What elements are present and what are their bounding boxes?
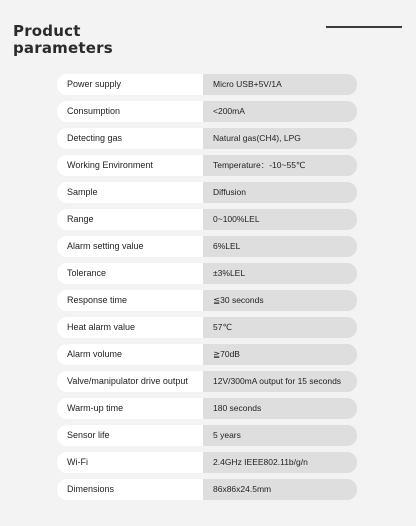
spec-row-consumption bbox=[57, 101, 357, 122]
spec-label: Dimensions bbox=[57, 479, 203, 500]
spec-row-alarm-setting-value bbox=[57, 236, 357, 257]
spec-label: Range bbox=[57, 209, 203, 230]
spec-table bbox=[57, 74, 357, 506]
spec-row-working-environment bbox=[57, 155, 357, 176]
spec-row-detecting-gas bbox=[57, 128, 357, 149]
header-divider bbox=[326, 26, 402, 28]
spec-label: Tolerance bbox=[57, 263, 203, 284]
spec-row-warm-up-time bbox=[57, 398, 357, 419]
spec-value: ≧70dB bbox=[203, 344, 357, 365]
spec-value: Micro USB+5V/1A bbox=[203, 74, 357, 95]
spec-value: 0~100%LEL bbox=[203, 209, 357, 230]
spec-value: 6%LEL bbox=[203, 236, 357, 257]
spec-value: ±3%LEL bbox=[203, 263, 357, 284]
spec-row-sensor-life bbox=[57, 425, 357, 446]
spec-row-range bbox=[57, 209, 357, 230]
spec-value: 57℃ bbox=[203, 317, 357, 338]
spec-row-power-supply bbox=[57, 74, 357, 95]
page-title bbox=[13, 23, 213, 57]
spec-value: ≦30 seconds bbox=[203, 290, 357, 311]
page-title-line-2: parameters bbox=[13, 39, 113, 57]
spec-label: Detecting gas bbox=[57, 128, 203, 149]
spec-label: Sensor life bbox=[57, 425, 203, 446]
spec-value: <200mA bbox=[203, 101, 357, 122]
spec-row-tolerance bbox=[57, 263, 357, 284]
spec-value: 12V/300mA output for 15 seconds bbox=[203, 371, 357, 392]
spec-label: Alarm volume bbox=[57, 344, 203, 365]
page-title-line-1: Product bbox=[13, 22, 81, 40]
spec-label: Consumption bbox=[57, 101, 203, 122]
spec-row-response-time bbox=[57, 290, 357, 311]
spec-row-heat-alarm-value bbox=[57, 317, 357, 338]
spec-value: 180 seconds bbox=[203, 398, 357, 419]
spec-label: Wi-Fi bbox=[57, 452, 203, 473]
spec-label: Valve/manipulator drive output bbox=[57, 371, 203, 392]
spec-label: Power supply bbox=[57, 74, 203, 95]
spec-label: Response time bbox=[57, 290, 203, 311]
spec-row-valve-drive-output bbox=[57, 371, 357, 392]
spec-label: Working Environment bbox=[57, 155, 203, 176]
spec-value: 5 years bbox=[203, 425, 357, 446]
spec-row-sample bbox=[57, 182, 357, 203]
spec-value: Diffusion bbox=[203, 182, 357, 203]
spec-row-dimensions bbox=[57, 479, 357, 500]
spec-label: Sample bbox=[57, 182, 203, 203]
spec-label: Alarm setting value bbox=[57, 236, 203, 257]
spec-value: 2.4GHz IEEE802.11b/g/n bbox=[203, 452, 357, 473]
spec-label: Heat alarm value bbox=[57, 317, 203, 338]
spec-row-wifi bbox=[57, 452, 357, 473]
spec-label: Warm-up time bbox=[57, 398, 203, 419]
spec-value: 86x86x24.5mm bbox=[203, 479, 357, 500]
spec-row-alarm-volume bbox=[57, 344, 357, 365]
spec-value: Natural gas(CH4), LPG bbox=[203, 128, 357, 149]
spec-value: Temperature：-10~55℃ bbox=[203, 155, 357, 176]
